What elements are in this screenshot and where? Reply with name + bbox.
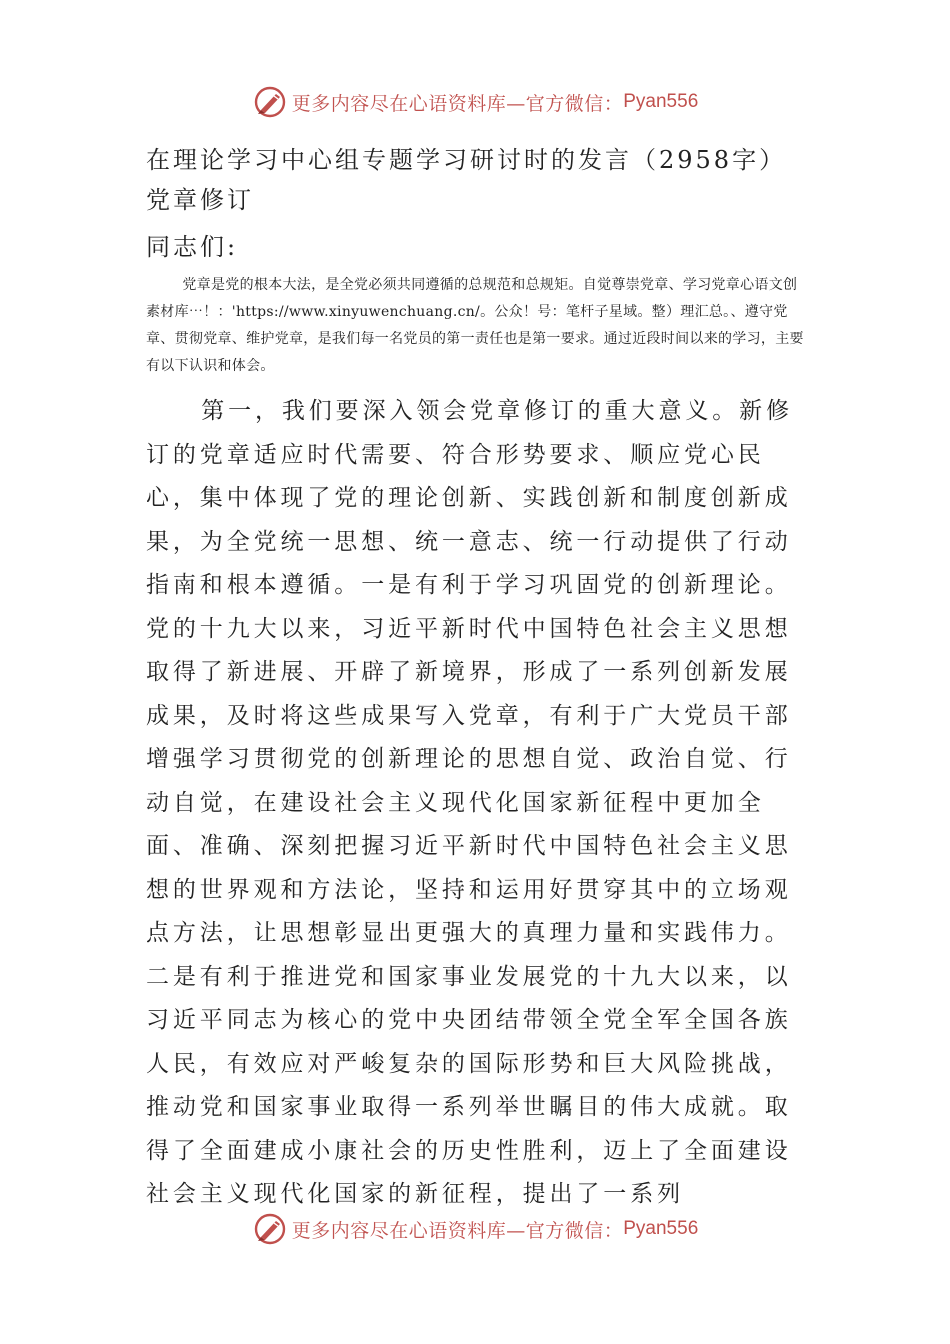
footer-banner	[0, 1209, 950, 1249]
pen-logo-icon	[252, 1211, 288, 1247]
intro-paragraph: 党章是党的根本大法，是全党必须共同遵循的总规范和总规矩。自觉尊崇党章、学习党章心语文创素材库⋯！：'https://www.xinyuwenchuang.cn/。公众！号：笔杆子星域。整）理汇总。、遵守党章、贯彻党章、维护党章，是我们每一名党员的第一责任也是第一要求。通过近段时间以来的学习，主要有以下认识和体会。	[146, 277, 804, 374]
banner-wechat-id: Pyan556	[623, 1218, 699, 1239]
greeting: 同志们:	[146, 233, 239, 261]
document-title: 在理论学习中心组专题学习研讨时的发言（2958字）党章修订	[146, 146, 787, 214]
header-banner	[0, 82, 950, 122]
pen-logo-icon	[252, 84, 288, 120]
body-paragraph: 第一，我们要深入领会党章修订的重大意义。新修订的党章适应时代需要、符合形势要求、顺应党心民心，集中体现了党的理论创新、实践创新和制度创新成果，为全党统一思想、统一意志、统一行动提供了行动指南和根本遵循。一是有利于学习巩固党的创新理论。党的十九大以来，习近平新时代中国特色社会主义思想取得了新进展、开辟了新境界，形成了一系列创新发展成果，及时将这些成果写入党章，有利于广大党员干部增强学习贯彻党的创新理论的思想自觉、政治自觉、行动自觉，在建设社会主义现代化国家新征程中更加全面、准确、深刻把握习近平新时代中国特色社会主义思想的世界观和方法论，坚持和运用好贯穿其中的立场观点方法，让思想彰显出更强大的真理力量和实践伟力。二是有利于推进党和国家事业发展党的十九大以来，以习近平同志为核心的党中央团结带领全党全军全国各族人民，有效应对严峻复杂的国际形势和巨大风险挑战，推动党和国家事业取得一系列举世瞩目的伟大成就。取得了全面建成小康社会的历史性胜利，迈上了全面建设社会主义现代化国家的新征程，提出了一系列	[146, 398, 793, 1207]
banner-wechat-id: Pyan556	[623, 91, 699, 112]
banner-text: 更多内容尽在心语资料库—官方微信：	[291, 92, 624, 115]
banner-text: 更多内容尽在心语资料库—官方微信：	[291, 1219, 624, 1242]
